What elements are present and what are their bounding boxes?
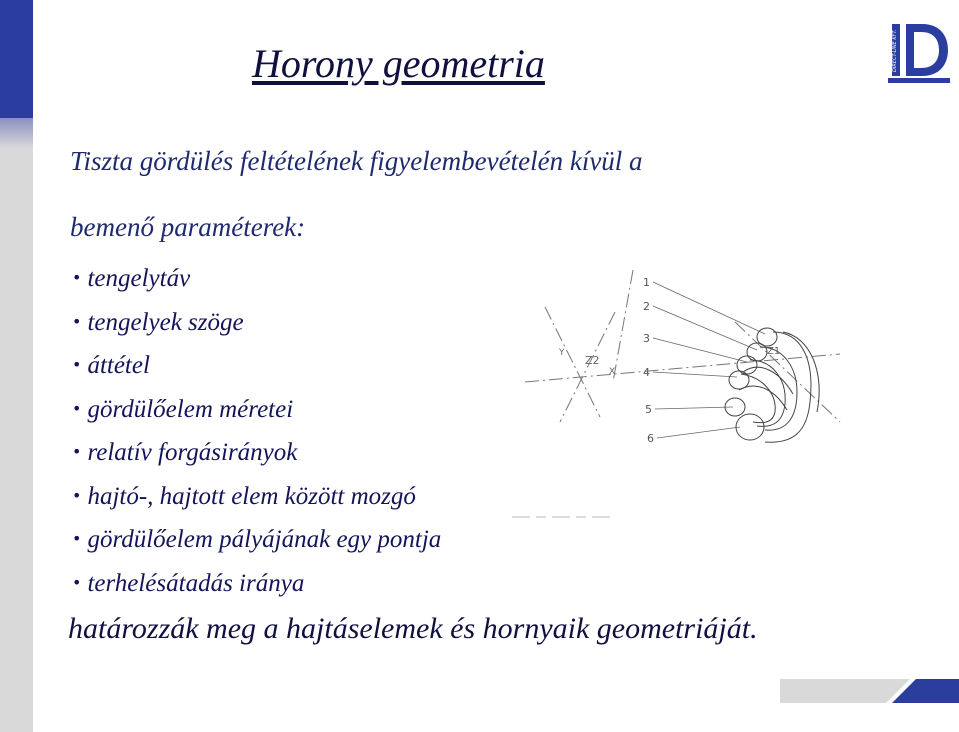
list-item: • hajtó-, hajtott elem között mozgó <box>72 482 416 510</box>
list-item: • gördülőelem pályájának egy pontja <box>72 526 442 553</box>
callout-label: 1 <box>643 276 650 289</box>
callout-label: 6 <box>647 432 654 445</box>
callout-label: 4 <box>643 366 650 379</box>
bullet-icon: • <box>72 268 82 287</box>
bullet-icon: • <box>72 398 82 418</box>
parameter-list <box>72 258 441 606</box>
bullet-icon: • <box>72 485 82 505</box>
bullet-icon: • <box>72 355 82 374</box>
axis-label: X <box>609 367 616 377</box>
left-sidebar-bar <box>0 0 33 732</box>
axis-label: Z2 <box>585 354 600 367</box>
bullet-icon: • <box>72 311 82 331</box>
bullet-icon: • <box>72 442 82 461</box>
list-item: • áttétel <box>72 352 150 379</box>
axis-label: Z1 <box>767 346 781 357</box>
page-title: Horony geometria <box>252 41 545 86</box>
list-item: • gördülőelem méretei <box>72 395 294 423</box>
callout-label: 2 <box>643 300 650 313</box>
list-item: • relatív forgásirányok <box>72 439 298 466</box>
list-item: • tengelyek szöge <box>72 308 244 336</box>
callout-label: 5 <box>645 403 652 416</box>
faint-caption-mark <box>512 513 612 521</box>
decorative-bottom-strip <box>780 679 959 703</box>
intro-text: Tiszta gördülés feltételének figyelembevételén kívül a <box>70 146 643 176</box>
axis-label: Y <box>559 348 565 358</box>
callout-label: 3 <box>643 332 650 345</box>
sidebar-accent <box>0 0 33 118</box>
logo-side-text: DIRECT-LINE KFT. <box>892 29 898 72</box>
company-logo <box>888 18 950 86</box>
bullet-icon: • <box>72 529 82 548</box>
groove-geometry-diagram <box>525 262 855 462</box>
sidebar-accent-fade <box>0 118 33 148</box>
params-label: bemenő paraméterek: <box>70 212 306 242</box>
bullet-icon: • <box>72 572 82 592</box>
conclusion-text: határozzák meg a hajtáselemek és hornyaik geometriáját. <box>68 612 758 645</box>
list-item: • terhelésátadás iránya <box>72 569 305 597</box>
list-item: • tengelytáv <box>72 265 191 292</box>
